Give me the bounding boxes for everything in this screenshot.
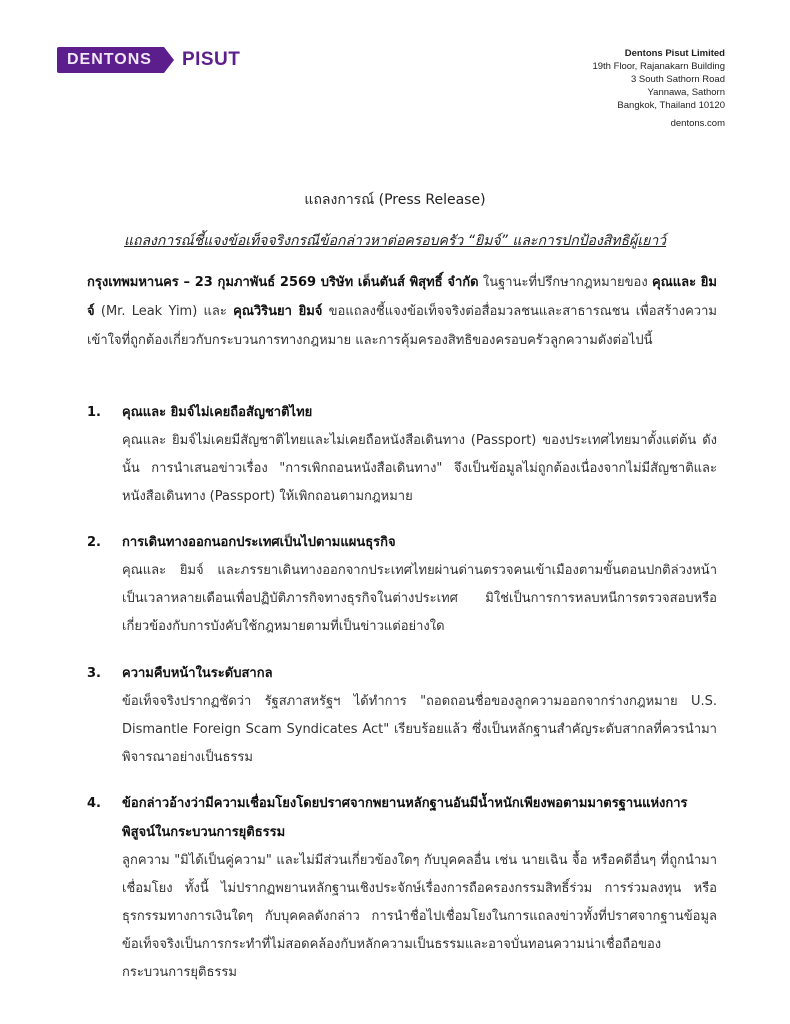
logo-dentons-box: DENTONS: [57, 47, 164, 73]
intro-paragraph: [87, 268, 717, 355]
logo-pisut-text: PISUT: [181, 49, 241, 70]
company-name: Dentons Pisut Limited: [624, 48, 725, 59]
intro-text: ขอแถลงชี้แจงข้อเท็จจริงต่อสื่อมวลชนและสาธารณชน เพื่อสร้างความเข้าใจที่ถูกต้องเกี่ยวกับกระบวนการทางกฎหมาย และการคุ้มครองสิทธิของครอบครัวลูกความดังต่อไปนี้: [87, 304, 717, 348]
item-body: ลูกความ "มิได้เป็นคู่ความ" และไม่มีส่วนเกี่ยวข้องใดๆ กับบุคคลอื่น เช่น นายเฉิน จื้อ หรือคดีอื่นๆ ที่ถูกนำมาเชื่อมโยง ทั้งนี้ ไม่ปรากฏพยานหลักฐานเชิงประจักษ์เรื่องการถือครองกรรมสิทธิ์ร่วม การร่วมลงทุน หรือธุรกรรมทางการเงินใดๆ กับบุคคลดังกล่าว การนำชื่อไปเชื่อมโยงในการแถลงข่าวทั้งที่ปราศจากฐานข้อมูลข้อเท็จจริงเป็นการกระทำที่ไม่สอดคล้องกับหลักความเป็นธรรมและอาจบั่นทอนความน่าเชื่อถือของกระบวนการยุติธรรม: [122, 853, 717, 980]
intro-dateline: กรุงเทพมหานคร – 23 กุมภาพันธ์ 2569 บริษัท เด็นตันส์ พิสุทธิ์ จำกัด: [87, 275, 479, 290]
statement-item-4: [87, 789, 717, 987]
item-heading: ความคืบหน้าในระดับสากล: [122, 666, 273, 681]
item-body: คุณและ ยิมจ์ไม่เคยมีสัญชาติไทยและไม่เคยถือหนังสือเดินทาง (Passport) ของประเทศไทยมาตั้งแต่ต้น ดังนั้น การนำเสนอข่าวเรื่อง "การเพิกถอนหนังสือเดินทาง" จึงเป็นข้อมูลไม่ถูกต้องเนื่องจากไม่มีสัญชาติและหนังสือเดินทาง (Passport) ให้เพิกถอนตามกฎหมาย: [122, 433, 717, 504]
intro-text: ในฐานะที่ปรึกษากฎหมายของ: [478, 275, 653, 290]
item-heading: ข้อกล่าวอ้างว่ามีความเชื่อมโยงโดยปราศจากพยานหลักฐานอันมีน้ำหนักเพียงพอตามมาตรฐานแห่งการพิสูจน์ในกระบวนการยุติธรรม: [122, 796, 688, 840]
address-line: 19th Floor, Rajanakarn Building: [592, 61, 725, 72]
item-heading: คุณและ ยิมจ์ไม่เคยถือสัญชาติไทย: [122, 405, 313, 420]
item-number: 3.: [87, 666, 101, 681]
item-number: 2.: [87, 535, 101, 550]
website-link[interactable]: dentons.com: [670, 118, 725, 129]
statement-item-2: [87, 528, 717, 641]
document-title: แถลงการณ์ (Press Release): [304, 192, 486, 208]
address-line: 3 South Sathorn Road: [630, 74, 725, 85]
client-name: คุณและ ยิมจ์: [87, 275, 717, 319]
dentons-pisut-logo: [57, 47, 240, 73]
item-body: ข้อเท็จจริงปรากฏชัดว่า รัฐสภาสหรัฐฯ ได้ทำการ "ถอดถอนชื่อของลูกความออกจากร่างกฎหมาย U.S. Dismantle Foreign Scam Syndicates Act" เรียบร้อยแล้ว ซึ่งเป็นหลักฐานสำคัญระดับสากลที่ควรนำมาพิจารณาอย่างเป็นธรรม: [122, 694, 717, 765]
item-heading: การเดินทางออกนอกประเทศเป็นไปตามแผนธุรกิจ: [122, 535, 396, 550]
address-line: Bangkok, Thailand 10120: [617, 100, 725, 111]
client-spouse-name: คุณวิรินยา ยิมจ์: [233, 304, 323, 319]
intro-text: (Mr. Leak Yim) และ: [94, 304, 234, 319]
statement-item-1: [87, 398, 717, 511]
item-number: 4.: [87, 796, 101, 811]
item-number: 1.: [87, 405, 101, 420]
statement-item-3: [87, 659, 717, 772]
address-line: Yannawa, Sathorn: [647, 87, 725, 98]
item-body: คุณและ ยิมจ์ และภรรยาเดินทางออกจากประเทศไทยผ่านด่านตรวจคนเข้าเมืองตามขั้นตอนปกติล่วงหน้าเป็นเวลาหลายเดือนเพื่อปฏิบัติภารกิจทางธุรกิจในต่างประเทศ มิใช่เป็นการการหลบหนีการตรวจสอบหรือเกี่ยวข้องกับการบังคับใช้กฎหมายตามที่เป็นข่าวแต่อย่างใด: [122, 563, 717, 634]
document-subtitle: แถลงการณ์ชี้แจงข้อเท็จจริงกรณีข้อกล่าวหาต่อครอบครัว “ยิมจ์” และการปกป้องสิทธิผู้เยาว์: [123, 233, 667, 249]
letterhead-address: [592, 47, 725, 130]
